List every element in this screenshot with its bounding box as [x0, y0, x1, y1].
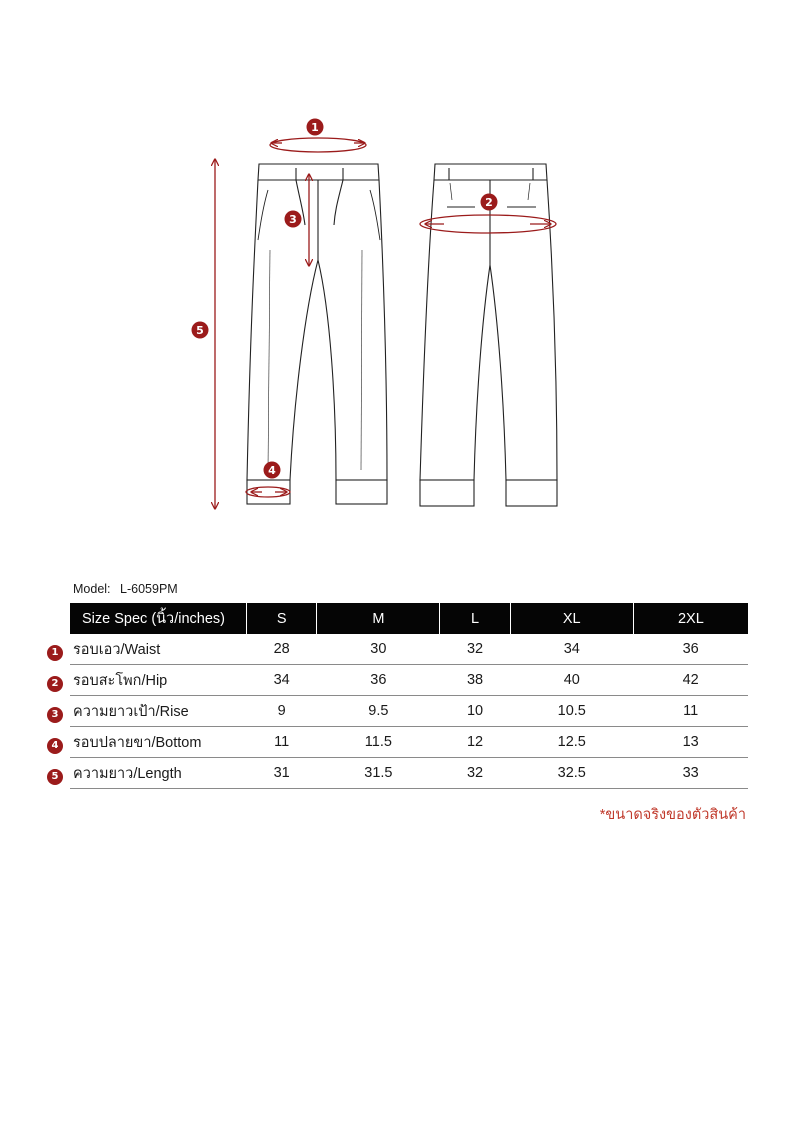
table-cell: 9: [247, 696, 317, 727]
table-cell: 13: [633, 727, 748, 758]
table-cell: 10.5: [510, 696, 633, 727]
table-row-hip: [70, 665, 748, 696]
header-2xl: 2XL: [633, 603, 748, 634]
table-cell: 30: [317, 634, 440, 665]
table-cell: 32.5: [510, 758, 633, 789]
marker-3: [285, 211, 302, 228]
table-cell: 34: [247, 665, 317, 696]
row-number-badge-4: 4: [47, 738, 63, 754]
svg-text:2: 2: [485, 196, 493, 209]
table-row-waist: [70, 634, 748, 665]
table-cell: 32: [440, 758, 510, 789]
pants-measurement-diagram: [0, 0, 800, 540]
row-label: รอบปลายขา/Bottom: [70, 727, 247, 758]
table-cell: 40: [510, 665, 633, 696]
actual-size-note: *ขนาดจริงของตัวสินค้า: [599, 807, 746, 823]
svg-text:5: 5: [196, 324, 204, 337]
row-label: ความยาว/Length: [70, 758, 247, 789]
table-cell: 28: [247, 634, 317, 665]
row-label: รอบสะโพก/Hip: [70, 665, 247, 696]
marker-4: [264, 462, 281, 479]
table-cell: 42: [633, 665, 748, 696]
table-cell: 9.5: [317, 696, 440, 727]
model-line: [73, 582, 184, 596]
header-l: L: [440, 603, 510, 634]
table-cell: 38: [440, 665, 510, 696]
marker-5: [192, 322, 209, 339]
size-spec-table: [70, 603, 748, 789]
table-header-row: [70, 603, 748, 634]
table-cell: 10: [440, 696, 510, 727]
row-number-badge-3: 3: [47, 707, 63, 723]
svg-text:1: 1: [311, 121, 319, 134]
table-row-bottom: [70, 727, 748, 758]
table-cell: 11: [633, 696, 748, 727]
table-row-length: [70, 758, 748, 789]
model-code: L-6059PM: [120, 582, 178, 596]
header-xl: XL: [510, 603, 633, 634]
table-cell: 33: [633, 758, 748, 789]
header-m: M: [317, 603, 440, 634]
table-cell: 32: [440, 634, 510, 665]
front-view-pants: [247, 164, 387, 504]
table-cell: 11.5: [317, 727, 440, 758]
header-size-spec: Size Spec (นิ้ว/inches): [70, 603, 247, 634]
table-cell: 31.5: [317, 758, 440, 789]
table-cell: 12.5: [510, 727, 633, 758]
table-cell: 11: [247, 727, 317, 758]
row-label: ความยาวเป้า/Rise: [70, 696, 247, 727]
table-row-rise: [70, 696, 748, 727]
row-number-badge-1: 1: [47, 645, 63, 661]
table-cell: 31: [247, 758, 317, 789]
table-cell: 12: [440, 727, 510, 758]
model-label: Model:: [73, 582, 111, 596]
row-number-badge-2: 2: [47, 676, 63, 692]
header-s: S: [247, 603, 317, 634]
marker-1: [307, 119, 324, 136]
row-number-badge-5: 5: [47, 769, 63, 785]
svg-text:4: 4: [268, 464, 276, 477]
svg-text:3: 3: [289, 213, 297, 226]
table-cell: 36: [317, 665, 440, 696]
table-cell: 34: [510, 634, 633, 665]
marker-2: [481, 194, 498, 211]
table-cell: 36: [633, 634, 748, 665]
row-label: รอบเอว/Waist: [70, 634, 247, 665]
